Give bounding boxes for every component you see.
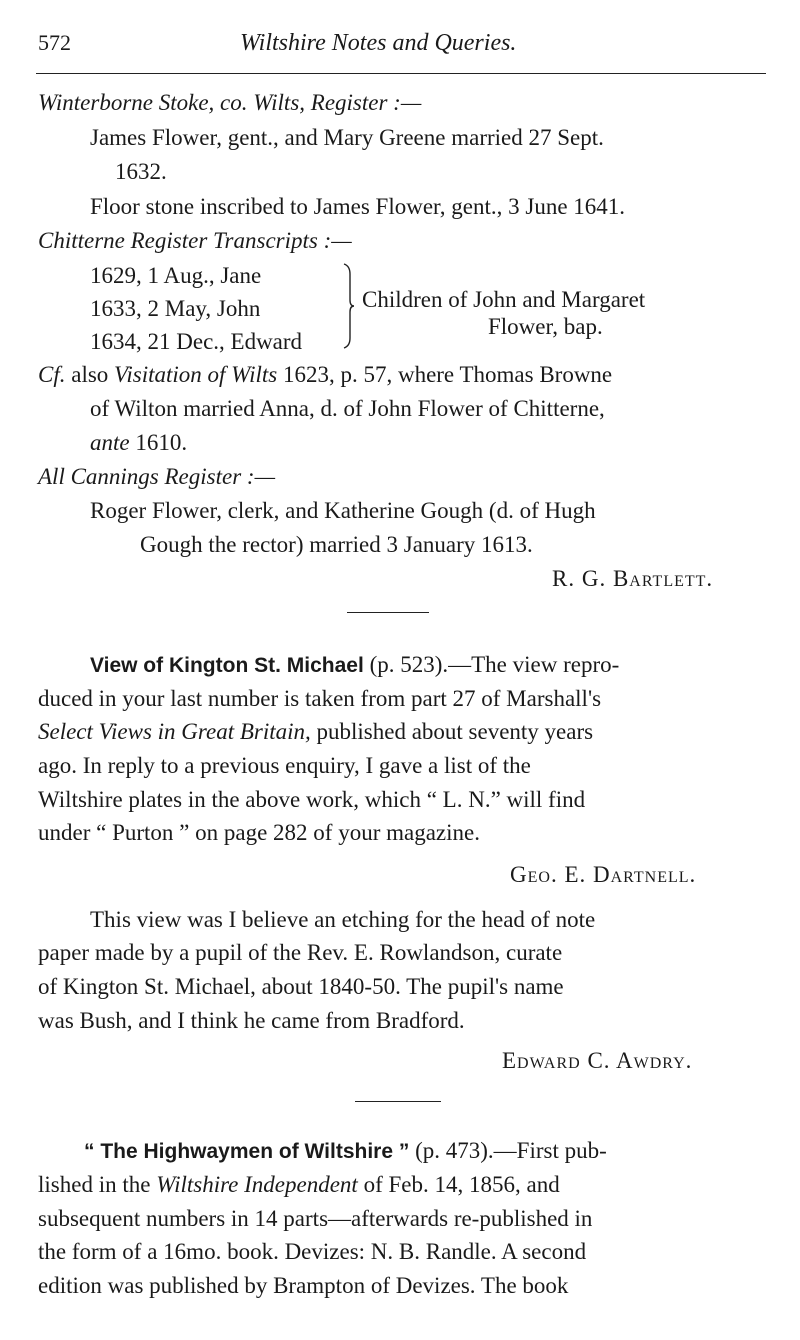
section-divider (347, 612, 429, 613)
brace-note: Flower, bap. (488, 314, 603, 339)
brace-note: Children of John and Margaret (362, 287, 646, 312)
article-line: under “ Purton ” on page 282 of your magazine. (38, 820, 480, 845)
article-line: of Kington St. Michael, about 1840-50. The pupil's name (38, 974, 564, 999)
article-line: paper made by a pupil of the Rev. E. Rowlandson, curate (38, 940, 563, 965)
article-line: Select Views in Great Britain, published about seventy years (38, 719, 594, 744)
baptism-row: 1633, 2 May, John (90, 296, 261, 321)
entry-line: James Flower, gent., and Mary Greene married 27 Sept. (90, 125, 604, 150)
article-line: duced in your last number is taken from part 27 of Marshall's (38, 686, 602, 711)
running-title: Wiltshire Notes and Queries. (240, 30, 517, 56)
article-line: was Bush, and I think he came from Bradford. (38, 1008, 465, 1033)
section-heading-all-cannings: All Cannings Register :— (38, 464, 276, 489)
article-line: Wiltshire plates in the above work, which “ L. N.” will find (38, 787, 586, 812)
article-line: the form of a 16mo. book. Devizes: N. B. Randle. A second (38, 1239, 587, 1264)
section-heading-chitterne: Chitterne Register Transcripts :— (38, 228, 352, 253)
section-heading-winterborne: Winterborne Stoke, co. Wilts, Register :— (38, 90, 422, 115)
signature: Edward C. Awdry. (502, 1048, 693, 1073)
baptism-row: 1634, 21 Dec., Edward (90, 329, 303, 354)
entry-line: ante 1610. (90, 430, 188, 455)
entry-line: of Wilton married Anna, d. of John Flower of Chitterne, (90, 396, 605, 421)
article-line: This view was I believe an etching for the head of note (90, 907, 596, 932)
article-line: ago. In reply to a previous enquiry, I gave a list of the (38, 753, 531, 778)
cf-line: Cf. also Visitation of Wilts 1623, p. 57, where Thomas Browne (38, 362, 613, 387)
section-divider (355, 1101, 441, 1102)
article-line: edition was published by Brampton of Devizes. The book (38, 1273, 569, 1298)
entry-line: Gough the rector) married 3 January 1613. (140, 532, 533, 557)
page-number: 572 (38, 30, 71, 55)
header-rule (36, 73, 766, 74)
article-line: subsequent numbers in 14 parts—afterwards re-published in (38, 1206, 593, 1231)
article-title-line: View of Kington St. Michael (p. 523).—The view repro- (90, 652, 620, 677)
article-title-line: “ The Highwaymen of Wiltshire ” (p. 473).—First pub- (84, 1138, 607, 1163)
entry-line: Roger Flower, clerk, and Katherine Gough (d. of Hugh (90, 498, 596, 523)
entry-line: 1632. (115, 159, 167, 184)
brace-bracket (342, 262, 354, 350)
entry-line: Floor stone inscribed to James Flower, gent., 3 June 1641. (90, 194, 626, 219)
signature: R. G. Bartlett. (552, 566, 714, 591)
article-line: lished in the Wiltshire Independent of Feb. 14, 1856, and (38, 1172, 560, 1197)
baptism-row: 1629, 1 Aug., Jane (90, 263, 262, 288)
signature: Geo. E. Dartnell. (510, 862, 697, 887)
